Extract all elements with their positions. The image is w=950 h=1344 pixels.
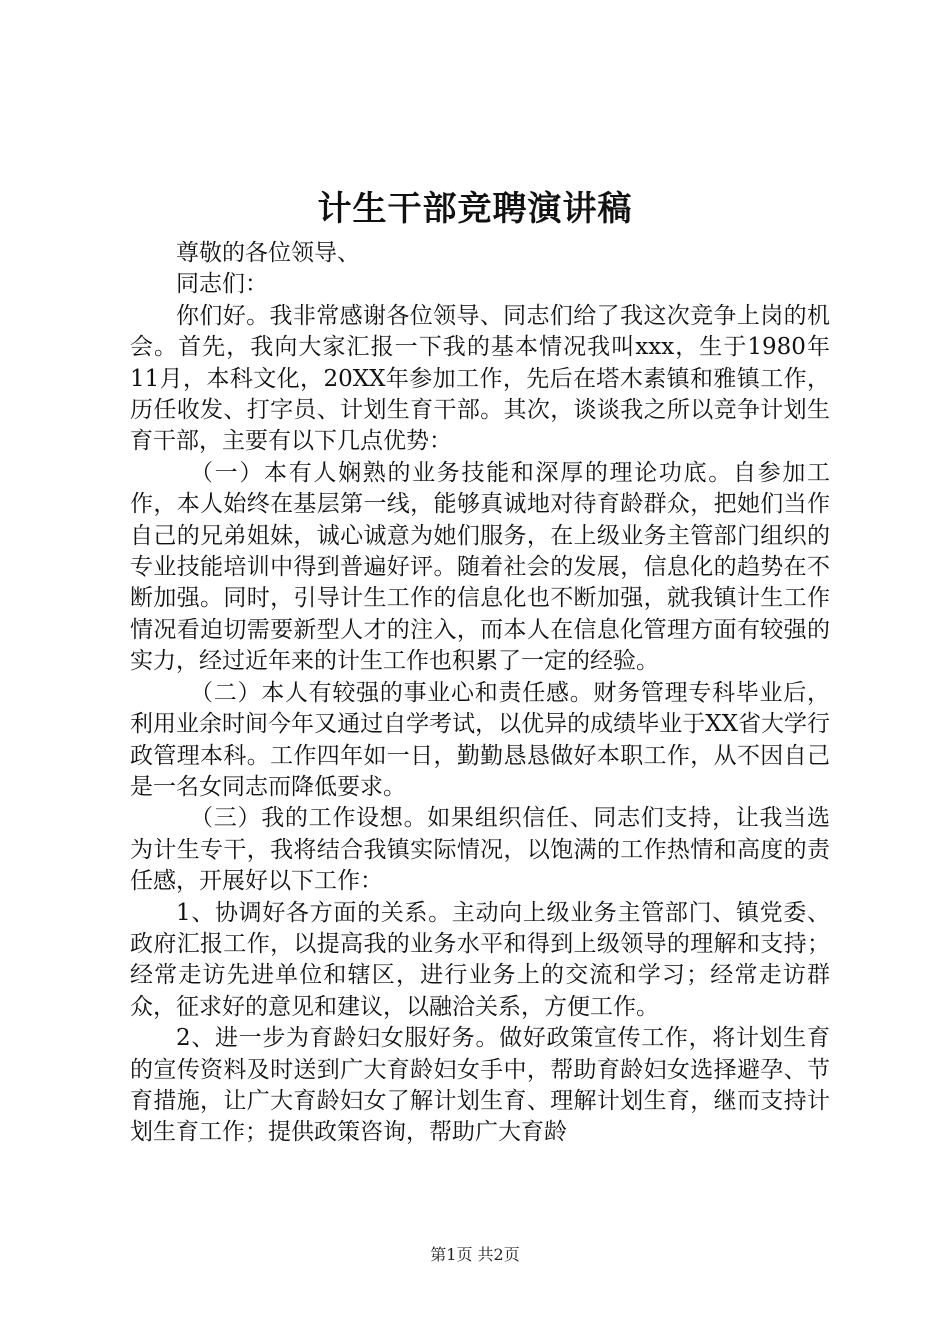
paragraph-item-2: 2、进一步为育龄妇女服好务。做好政策宣传工作，将计划生育的宣传资料及时送到广大育龄妇女手中，帮助育龄妇女选择避孕、节育措施，让广大育龄妇女了解计划生育、理解计划生育，继而支持计划生育工作；提供政策咨询，帮助广大育龄 — [130, 1025, 830, 1146]
document-title: 计生干部竞聘演讲稿 — [317, 189, 633, 229]
paragraph-point-2: （二）本人有较强的事业心和责任感。财务管理专科毕业后，利用业余时间今年又通过自学考试，以优异的成绩毕业于XX省大学行政管理本科。工作四年如一日，勤勤恳恳做好本职工作，从不因自己是一名女同志而降低要求。 — [130, 679, 830, 800]
paragraph-point-1: （一）本有人娴熟的业务技能和深厚的理论功底。自参加工作，本人始终在基层第一线，能够真诚地对待育龄群众，把她们当作自己的兄弟姐妹，诚心诚意为她们服务，在上级业务主管部门组织的专业技能培训中得到普遍好评。随着社会的发展，信息化的趋势在不断加强。同时，引导计生工作的信息化也不断加强，就我镇计生工作情况看迫切需要新型人才的注入，而本人在信息化管理方面有较强的实力，经过近年来的计生工作也积累了一定的经验。 — [130, 459, 830, 675]
paragraph-intro: 你们好。我非常感谢各位领导、同志们给了我这次竞争上岗的机会。首先，我向大家汇报一下我的基本情况我叫xxx，生于1980年11月，本科文化，20XX年参加工作，先后在塔木素镇和雅镇工作，历任收发、打字员、计划生育干部。其次，谈谈我之所以竞争计划生育干部，主要有以下几点优势： — [130, 302, 830, 455]
salutation-line-1: 尊敬的各位领导、 — [176, 240, 360, 266]
paragraph-item-1: 1、协调好各方面的关系。主动向上级业务主管部门、镇党委、政府汇报工作，以提高我的业务水平和得到上级领导的理解和支持；经常走访先进单位和辖区，进行业务上的交流和学习；经常走访群众，征求好的意见和建议，以融洽关系，方便工作。 — [130, 899, 830, 1020]
page-footer: 第1页 共2页 — [430, 1245, 520, 1264]
paragraph-point-3: （三）我的工作设想。如果组织信任、同志们支持，让我当选为计生专干，我将结合我镇实际情况，以饱满的工作热情和高度的责任感，开展好以下工作： — [130, 805, 830, 895]
document-body — [130, 238, 830, 1149]
salutation-line-2: 同志们： — [176, 271, 268, 298]
